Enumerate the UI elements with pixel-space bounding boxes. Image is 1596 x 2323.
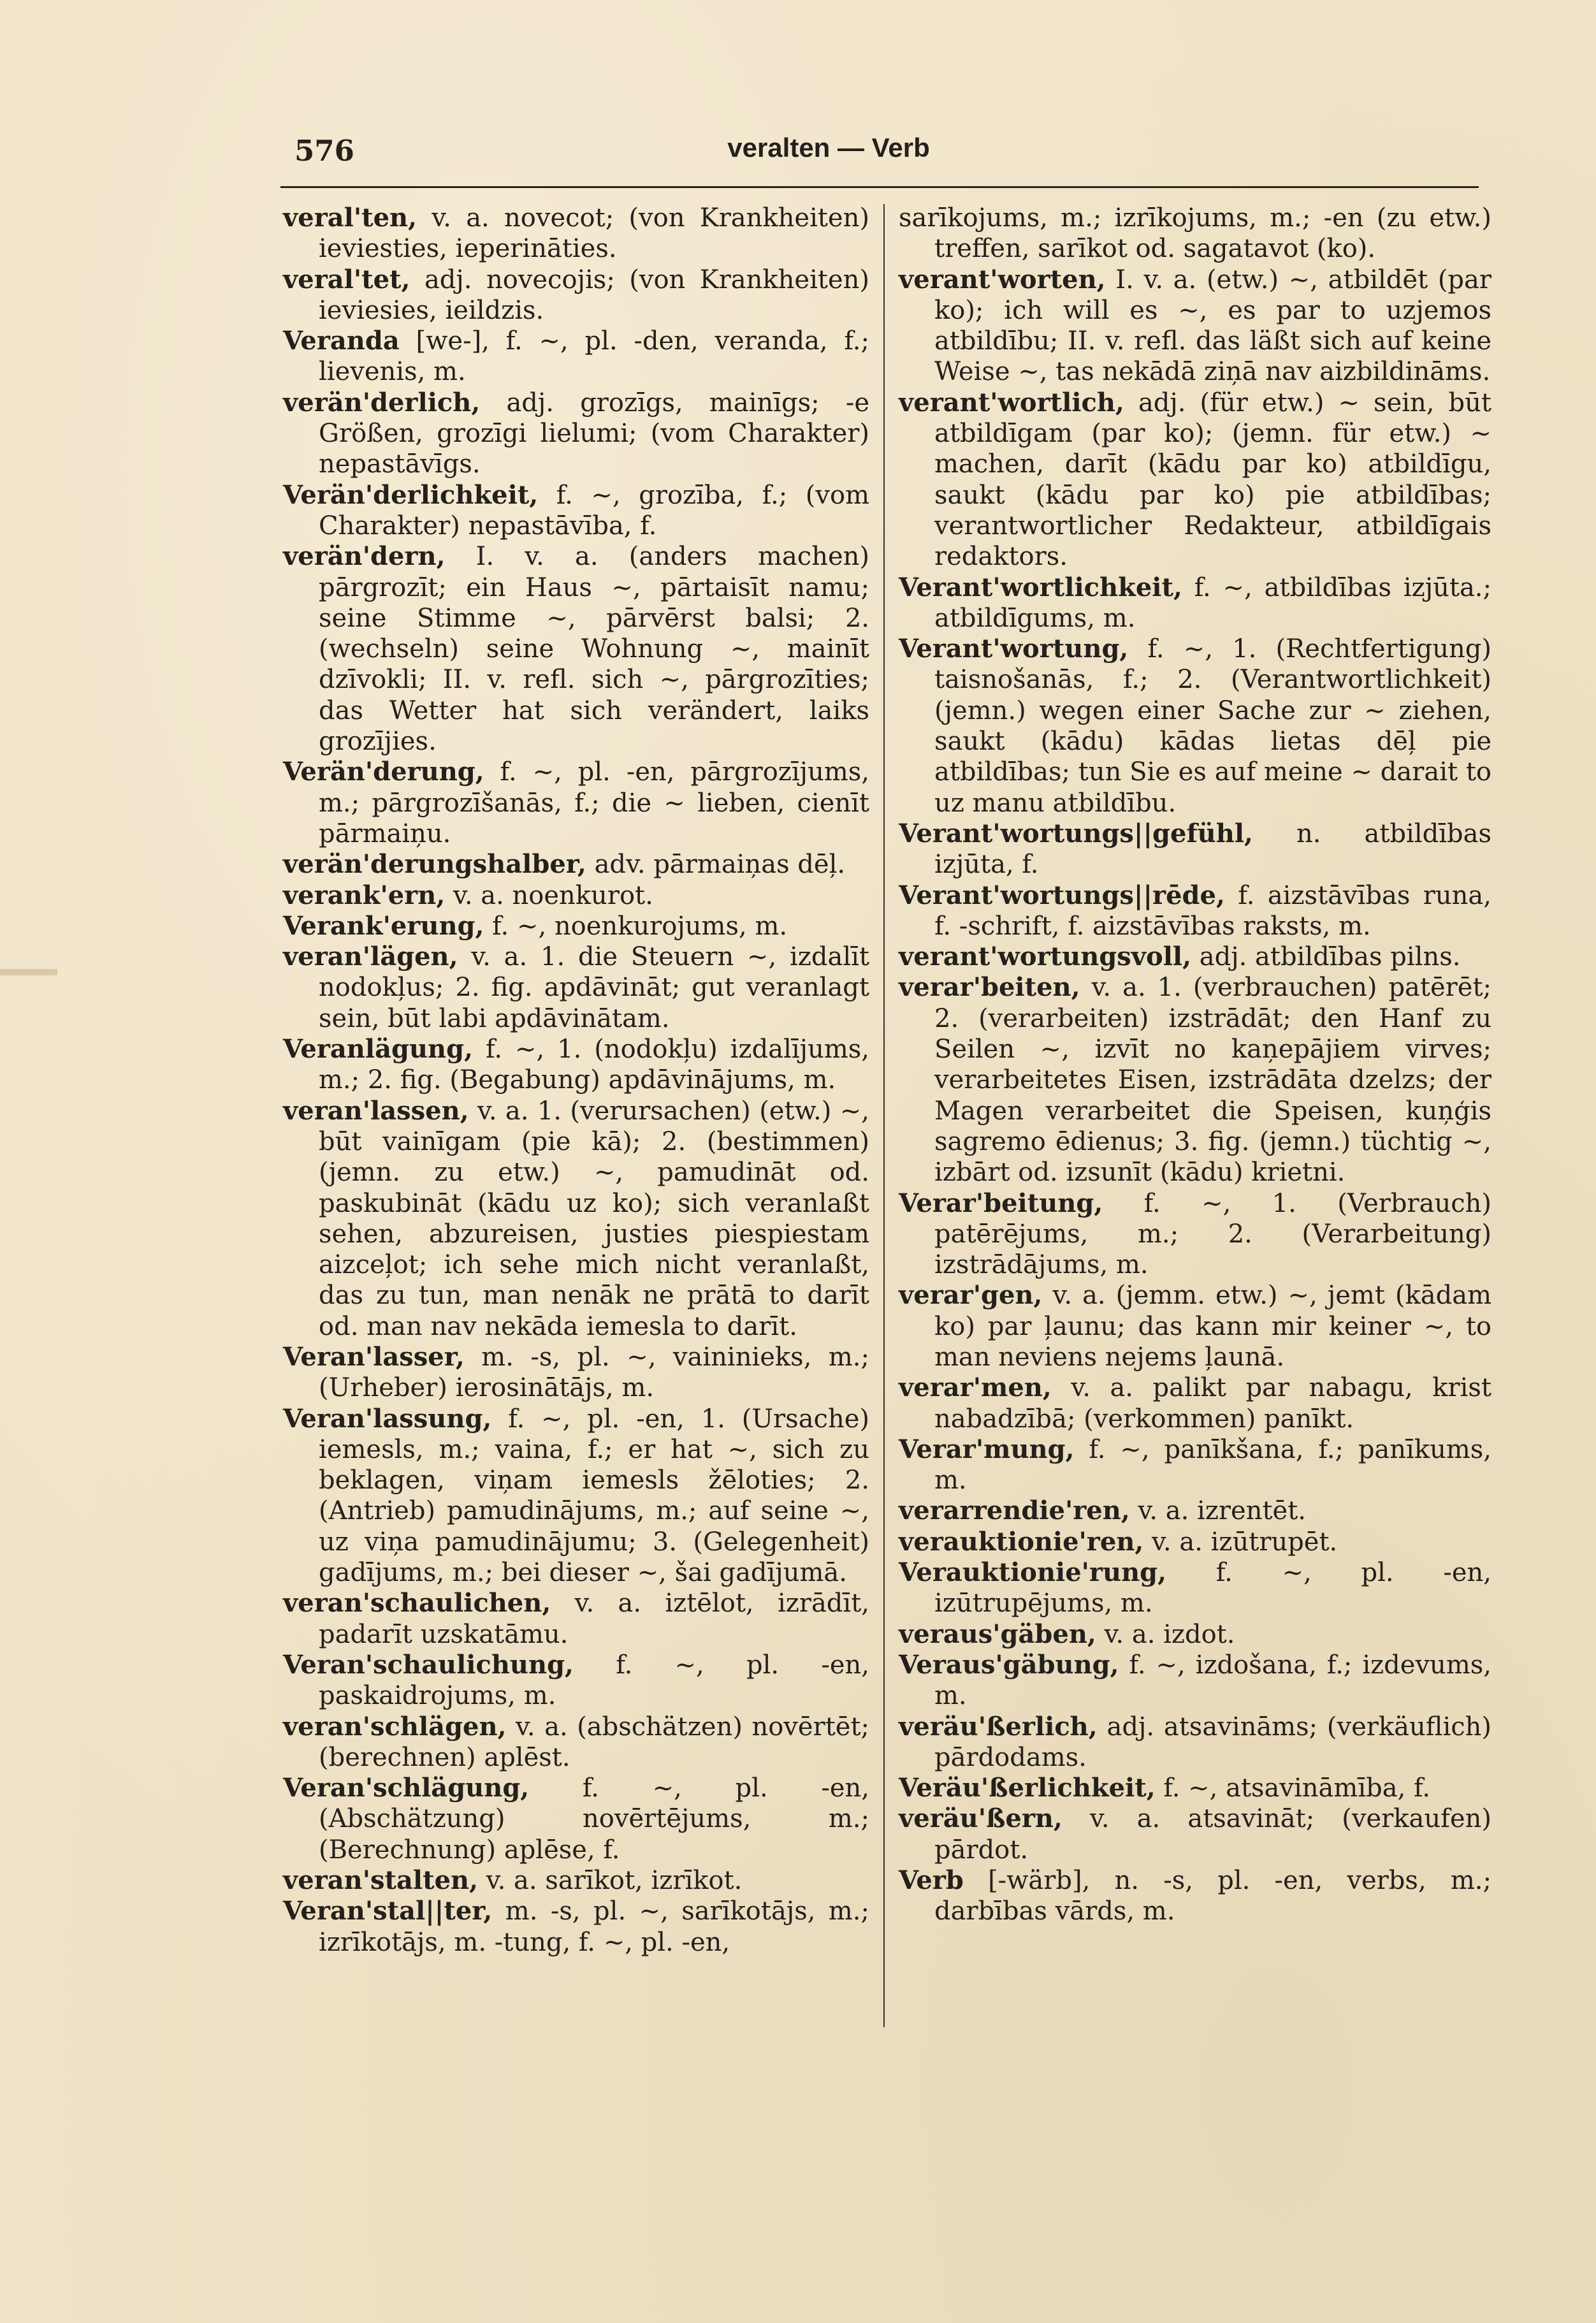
entry-definition: f. ~, atbildības izjūta.; atbildīgums, m.	[934, 572, 1491, 633]
dictionary-entry	[283, 1865, 869, 1896]
entry-headword: Verän'derlichkeit,	[283, 479, 539, 510]
entry-headword: Verb	[899, 1865, 964, 1896]
entry-headword: Verauktionie'rung,	[899, 1557, 1167, 1588]
entry-headword: Veran'stal||ter,	[283, 1896, 493, 1926]
entry-definition: v. a. atsavināt; (verkaufen) pārdot.	[934, 1804, 1491, 1865]
entry-definition: f. ~, pl. -en, paskaidrojums, m.	[319, 1650, 869, 1711]
entry-definition: f. ~, izdošana, f.; izdevums, m.	[934, 1650, 1491, 1711]
dictionary-entry	[283, 880, 869, 911]
entry-definition: v. a. 1. (verbrauchen) patērēt; 2. (verarbeiten) izstrādāt; den Hanf zu Seilen ~, izvīt no kaņepājiem virves; verarbeitetes Eisen, izstrādāta dzelzs; der Magen verarbeitet die Speisen, kuņģis sagremo ēdienus; 3. fig. (jemn.) tüchtig ~, izbārt od. izsunīt (kādu) krietni.	[934, 973, 1491, 1188]
entry-definition: [-wärb], n. -s, pl. -en, verbs, m.; darbības vārds, m.	[934, 1866, 1491, 1926]
page-number: 576	[294, 134, 354, 168]
entry-definition: f. ~, 1. (Rechtfertigung) taisnošanās, f.; 2. (Verantwortlichkeit) (jemn.) wegen einer Sache zur ~ ziehen, saukt (kādu) kādas lietas dēļ pie atbildības; tun Sie es auf meine ~ darait to uz manu atbildību.	[934, 634, 1491, 818]
dictionary-entry	[283, 849, 869, 880]
entry-headword: verar'men,	[899, 1373, 1052, 1403]
entry-definition: adj. (für etw.) ~ sein, būt atbildīgam (par ko); (jemn. für etw.) ~ machen, darīt (kādu par ko) atbildīgu, saukt (kādu par ko) pie atbildības; verantwortlicher Redakteur, atbildīgais redaktors.	[934, 388, 1491, 572]
entry-headword: Veranda	[283, 326, 400, 356]
entry-headword: veral'ten,	[283, 203, 417, 233]
entry-definition: v. a. iztēlot, izrādīt, padarīt uzskatāmu.	[319, 1589, 869, 1649]
entry-definition: f. ~, pl. -en, pārgrozījums, m.; pārgrozīšanās, f.; die ~ lieben, cienīt pārmaiņu.	[319, 757, 869, 848]
entry-definition: f. ~, panīkšana, f.; panīkums, m.	[934, 1434, 1491, 1496]
entry-headword: veran'schaulichen,	[283, 1588, 551, 1619]
dictionary-entry	[283, 1034, 869, 1096]
entry-definition: I. v. a. (etw.) ~, atbildēt (par ko); ich will es ~, es par to uzjemos atbildību; II. v. refl. das läßt sich auf keine Weise ~, tas nekādā ziņā nav aizbildināms.	[934, 265, 1491, 387]
running-head: veralten — Verb	[727, 133, 930, 163]
dictionary-entry	[899, 1712, 1491, 1773]
dictionary-entry	[899, 1557, 1491, 1619]
dictionary-entry	[283, 1588, 869, 1650]
entry-definition: f. ~, 1. (Verbrauch) patērējums, m.; 2. (Verarbeitung) izstrādājums, m.	[934, 1188, 1491, 1280]
entry-headword: Veraus'gäbung,	[899, 1649, 1119, 1680]
dictionary-entry	[283, 1712, 869, 1773]
dictionary-entry	[899, 1188, 1491, 1281]
entry-headword: Verank'erung,	[283, 910, 484, 941]
entry-headword: verän'derungshalber,	[283, 849, 586, 880]
dictionary-entry	[899, 1280, 1491, 1373]
entry-definition: v. a. izūtrupēt.	[1143, 1527, 1338, 1557]
entry-headword: Veran'schaulichung,	[283, 1649, 574, 1680]
dictionary-entry	[283, 942, 869, 1034]
entry-headword: veran'schlägen,	[283, 1711, 507, 1742]
dictionary-entry	[283, 1404, 869, 1589]
dictionary-entry	[899, 1803, 1491, 1865]
entry-headword: verant'wortungsvoll,	[899, 942, 1192, 972]
entry-headword: verar'gen,	[899, 1280, 1043, 1311]
entry-definition: sarīkojums, m.; izrīkojums, m.; -en (zu etw.) treffen, sarīkot od. sagatavot (ko).	[899, 203, 1491, 264]
dictionary-entry	[899, 942, 1491, 972]
entry-definition: n. atbildības izjūta, f.	[934, 819, 1491, 880]
right-column	[899, 203, 1491, 1927]
dictionary-entry	[283, 541, 869, 757]
entry-definition: v. a. 1. die Steuern ~, izdalīt nodokļus; 2. fig. apdāvināt; gut veranlagt sein, būt labi apdāvinātam.	[319, 942, 869, 1033]
entry-definition: v. a. palikt par nabagu, krist nabadzībā; (verkommen) panīkt.	[934, 1373, 1491, 1434]
dictionary-entry	[899, 1527, 1491, 1557]
entry-headword: veräu'ßerlich,	[899, 1711, 1098, 1742]
dictionary-entry	[899, 1773, 1491, 1803]
entry-headword: Verar'beitung,	[899, 1188, 1103, 1218]
dictionary-entry	[283, 1096, 869, 1342]
entry-headword: verarrendie'ren,	[899, 1496, 1130, 1526]
entry-definition: v. a. izrentēt.	[1129, 1496, 1306, 1526]
dictionary-entry	[283, 1773, 869, 1865]
entry-headword: verant'worten,	[899, 264, 1106, 295]
header-rule	[280, 186, 1479, 188]
entry-headword: Verän'derung,	[283, 757, 484, 787]
entry-definition: f. ~, atsavināmība, f.	[1155, 1773, 1431, 1803]
entry-definition: v. a. (jemm. etw.) ~, jemt (kādam ko) par ļaunu; das kann mir keiner ~, to man neviens nejems ļaunā.	[934, 1281, 1491, 1372]
dictionary-entry	[899, 819, 1491, 880]
entry-headword: veran'lägen,	[283, 942, 458, 972]
entry-headword: verauktionie'ren,	[899, 1526, 1144, 1557]
entry-headword: Verant'wortungs||gefühl,	[899, 818, 1253, 848]
entry-definition: v. a. noenkurot.	[445, 880, 653, 910]
dictionary-entry	[283, 757, 869, 849]
entry-definition: v. a. novecot; (von Krankheiten) ieviesties, ieperināties.	[319, 203, 869, 264]
entry-definition: f. ~, 1. (nodokļu) izdalījums, m.; 2. fig. (Begabung) apdāvinājums, m.	[319, 1035, 869, 1095]
entry-definition: f. ~, grozība, f.; (vom Charakter) nepastāvība, f.	[319, 480, 869, 541]
dictionary-entry	[899, 972, 1491, 1188]
entry-headword: Verant'wortungs||rēde,	[899, 880, 1225, 910]
entry-headword: veräu'ßern,	[899, 1803, 1063, 1834]
dictionary-entry	[899, 203, 1491, 265]
entry-definition: v. a. 1. (verursachen) (etw.) ~, būt vainīgam (pie kā); 2. (bestimmen) (jemn. zu etw.) ~, pamudināt od. paskubināt (kādu uz ko); sich veranlaßt sehen, abzureisen, justies piespiestam aizceļot; ich sehe mich nicht veranlaßt, das zu tun, man nenāk ne prātā to darīt od. man nav nekāda iemesla to darīt.	[319, 1096, 869, 1341]
entry-definition: f. aizstāvības runa, f. -schrift, f. aizstāvības raksts, m.	[934, 880, 1491, 941]
entry-definition: adj. atsavināms; (verkäuflich) pārdodams.	[934, 1712, 1491, 1772]
entry-headword: Verar'mung,	[899, 1434, 1075, 1464]
entry-definition: adv. pārmaiņas dēļ.	[586, 850, 846, 880]
dictionary-entry	[899, 1619, 1491, 1650]
dictionary-entry	[899, 388, 1491, 572]
entry-headword: veran'stalten,	[283, 1865, 479, 1896]
dictionary-entry	[899, 1650, 1491, 1712]
entry-definition: f. ~, pl. -en, izūtrupējums, m.	[934, 1558, 1491, 1619]
dictionary-entry	[899, 634, 1491, 819]
dictionary-entry	[899, 572, 1491, 634]
entry-definition: adj. grozīgs, mainīgs; -e Größen, grozīgi lielumi; (vom Charakter) nepastāvīgs.	[319, 388, 869, 479]
entry-definition: v. a. sarīkot, izrīkot.	[478, 1866, 743, 1896]
dictionary-entry	[899, 1865, 1491, 1927]
entry-definition: f. ~, pl. -en, 1. (Ursache) iemesls, m.; vaina, f.; er hat ~, sich zu beklagen, viņam iemesls žēloties; 2. (Antrieb) pamudinājums, m.; auf seine ~, uz viņa pamudinājumu; 3. (Gelegenheit) gadījums, m.; bei dieser ~, šai gadījumā.	[319, 1404, 869, 1588]
entry-definition: f. ~, pl. -en, (Abschätzung) novērtējums, m.; (Berechnung) aplēse, f.	[319, 1773, 869, 1865]
dictionary-entry	[283, 1342, 869, 1404]
dictionary-entry	[283, 203, 869, 265]
entry-headword: veran'lassen,	[283, 1095, 469, 1126]
entry-headword: Veranlägung,	[283, 1034, 474, 1065]
dictionary-entry	[283, 1650, 869, 1712]
entry-headword: Veran'lassung,	[283, 1403, 492, 1434]
entry-headword: veral'tet,	[283, 264, 410, 295]
entry-headword: Verant'wortlichkeit,	[899, 572, 1182, 602]
entry-headword: Veran'lasser,	[283, 1341, 465, 1372]
entry-definition: v. a. izdot.	[1096, 1619, 1235, 1649]
dictionary-entry	[283, 480, 869, 542]
entry-definition: m. -s, pl. ~, sarīkotājs, m.; izrīkotājs, m. -tung, f. ~, pl. -en,	[319, 1897, 869, 1957]
entry-headword: verant'wortlich,	[899, 387, 1124, 418]
entry-headword: Veran'schlägung,	[283, 1773, 530, 1803]
entry-definition: [we-], f. ~, pl. -den, veranda, f.; lievenis, m.	[319, 326, 869, 387]
entry-definition: adj. atbildības pilns.	[1191, 942, 1461, 972]
dictionary-entry	[899, 1373, 1491, 1434]
dictionary-entry	[283, 1896, 869, 1958]
page-tear	[0, 969, 57, 975]
dictionary-entry	[283, 911, 869, 942]
entry-headword: verän'derlich,	[283, 387, 481, 418]
entry-definition: m. -s, pl. ~, vaininieks, m.; (Urheber) ierosinātājs, m.	[319, 1342, 869, 1403]
entry-definition: adj. novecojis; (von Krankheiten) ieviesies, ieildzis.	[319, 265, 869, 325]
dictionary-entry	[899, 880, 1491, 942]
dictionary-entry	[899, 1496, 1491, 1526]
entry-definition: f. ~, noenkurojums, m.	[484, 911, 788, 941]
dictionary-entry	[283, 265, 869, 326]
entry-headword: veraus'gäben,	[899, 1619, 1096, 1649]
entry-definition: v. a. (abschätzen) novērtēt; (berechnen) aplēst.	[319, 1712, 869, 1772]
dictionary-entry	[899, 265, 1491, 388]
entry-headword: Verant'wortung,	[899, 634, 1129, 664]
column-divider	[883, 204, 885, 2027]
entry-definition: I. v. a. (anders machen) pārgrozīt; ein Haus ~, pārtaisīt namu; seine Stimme ~, pārvērst balsi; 2. (wechseln) seine Wohnung ~, mainīt dzīvokli; II. v. refl. sich ~, pārgrozīties; das Wetter hat sich verändert, laiks grozījies.	[319, 542, 869, 757]
entry-headword: verar'beiten,	[899, 972, 1080, 1003]
entry-headword: Veräu'ßerlichkeit,	[899, 1773, 1156, 1803]
dictionary-entry	[899, 1434, 1491, 1496]
entry-headword: verän'dern,	[283, 541, 446, 572]
left-column	[283, 203, 869, 1958]
dictionary-entry	[283, 326, 869, 388]
entry-headword: verank'ern,	[283, 880, 446, 910]
dictionary-entry	[283, 388, 869, 480]
